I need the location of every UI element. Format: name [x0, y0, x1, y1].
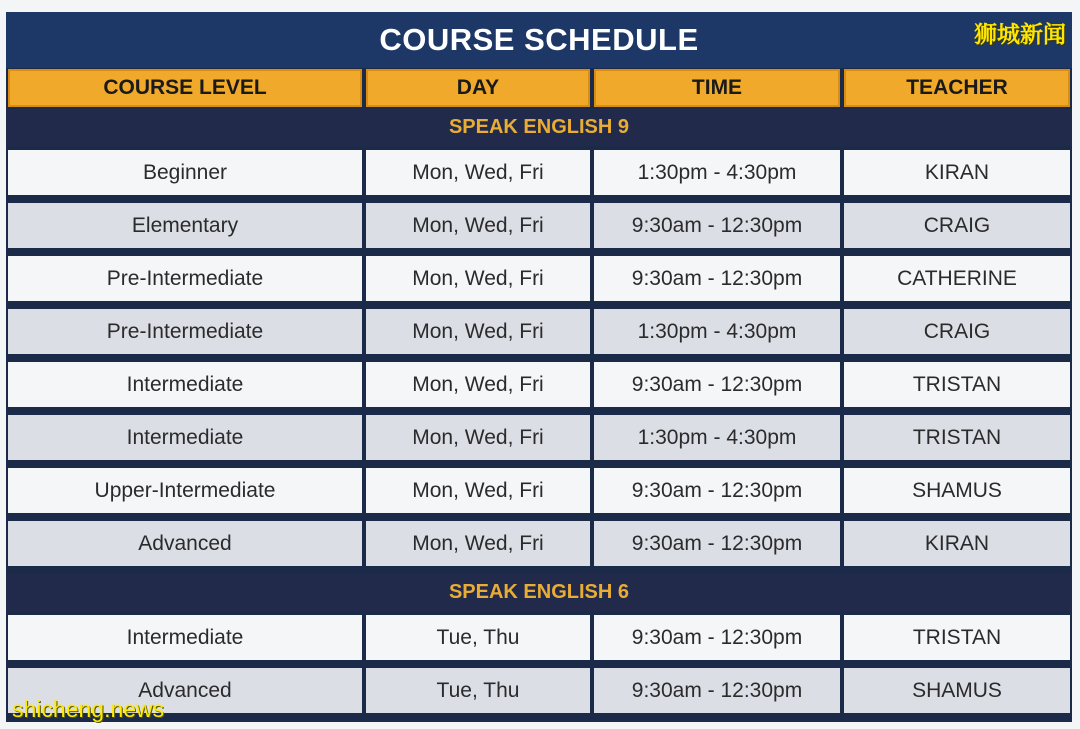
table-cell-day: Mon, Wed, Fri [366, 415, 590, 460]
watermark-en: shicheng.news [12, 696, 165, 722]
table-cell-day: Tue, Thu [366, 615, 590, 660]
table-cell-day: Mon, Wed, Fri [366, 150, 590, 195]
table-cell-course-level: Advanced [8, 668, 362, 713]
watermark-cn: 狮城新闻 [974, 21, 1066, 47]
table-cell-course-level: Beginner [8, 150, 362, 195]
table-cell-time: 9:30am - 12:30pm [594, 468, 840, 513]
table-cell-teacher: TRISTAN [844, 362, 1070, 407]
table-cell-teacher: KIRAN [844, 150, 1070, 195]
table-cell-day: Mon, Wed, Fri [366, 309, 590, 354]
schedule-table [6, 12, 1072, 722]
table-cell-course-level: Upper-Intermediate [8, 468, 362, 513]
section-header: SPEAK ENGLISH 6 [6, 574, 1072, 611]
table-cell-course-level: Pre-Intermediate [8, 256, 362, 301]
table-cell-course-level: Intermediate [8, 615, 362, 660]
table-cell-time: 9:30am - 12:30pm [594, 203, 840, 248]
table-cell-time: 9:30am - 12:30pm [594, 615, 840, 660]
section-header: SPEAK ENGLISH 9 [6, 109, 1072, 146]
table-cell-course-level: Intermediate [8, 415, 362, 460]
table-cell-teacher: TRISTAN [844, 415, 1070, 460]
table-cell-teacher: CRAIG [844, 203, 1070, 248]
table-cell-time: 9:30am - 12:30pm [594, 521, 840, 566]
page-title: COURSE SCHEDULE [6, 12, 1072, 68]
table-cell-time: 1:30pm - 4:30pm [594, 150, 840, 195]
column-header-teacher: TEACHER [844, 69, 1070, 107]
table-cell-day: Mon, Wed, Fri [366, 468, 590, 513]
table-cell-teacher: CRAIG [844, 309, 1070, 354]
table-cell-day: Mon, Wed, Fri [366, 521, 590, 566]
table-cell-time: 1:30pm - 4:30pm [594, 415, 840, 460]
table-cell-course-level: Intermediate [8, 362, 362, 407]
table-cell-teacher: SHAMUS [844, 468, 1070, 513]
table-cell-teacher: TRISTAN [844, 615, 1070, 660]
table-cell-teacher: KIRAN [844, 521, 1070, 566]
table-cell-time: 9:30am - 12:30pm [594, 362, 840, 407]
table-cell-day: Mon, Wed, Fri [366, 256, 590, 301]
table-cell-teacher: SHAMUS [844, 668, 1070, 713]
table-cell-time: 9:30am - 12:30pm [594, 256, 840, 301]
table-cell-day: Mon, Wed, Fri [366, 203, 590, 248]
table-cell-time: 9:30am - 12:30pm [594, 668, 840, 713]
table-cell-day: Mon, Wed, Fri [366, 362, 590, 407]
column-header-time: TIME [594, 69, 840, 107]
table-cell-day: Tue, Thu [366, 668, 590, 713]
column-header-day: DAY [366, 69, 590, 107]
table-cell-teacher: CATHERINE [844, 256, 1070, 301]
table-cell-course-level: Elementary [8, 203, 362, 248]
table-cell-course-level: Pre-Intermediate [8, 309, 362, 354]
table-cell-course-level: Advanced [8, 521, 362, 566]
column-header-course-level: COURSE LEVEL [8, 69, 362, 107]
table-cell-time: 1:30pm - 4:30pm [594, 309, 840, 354]
